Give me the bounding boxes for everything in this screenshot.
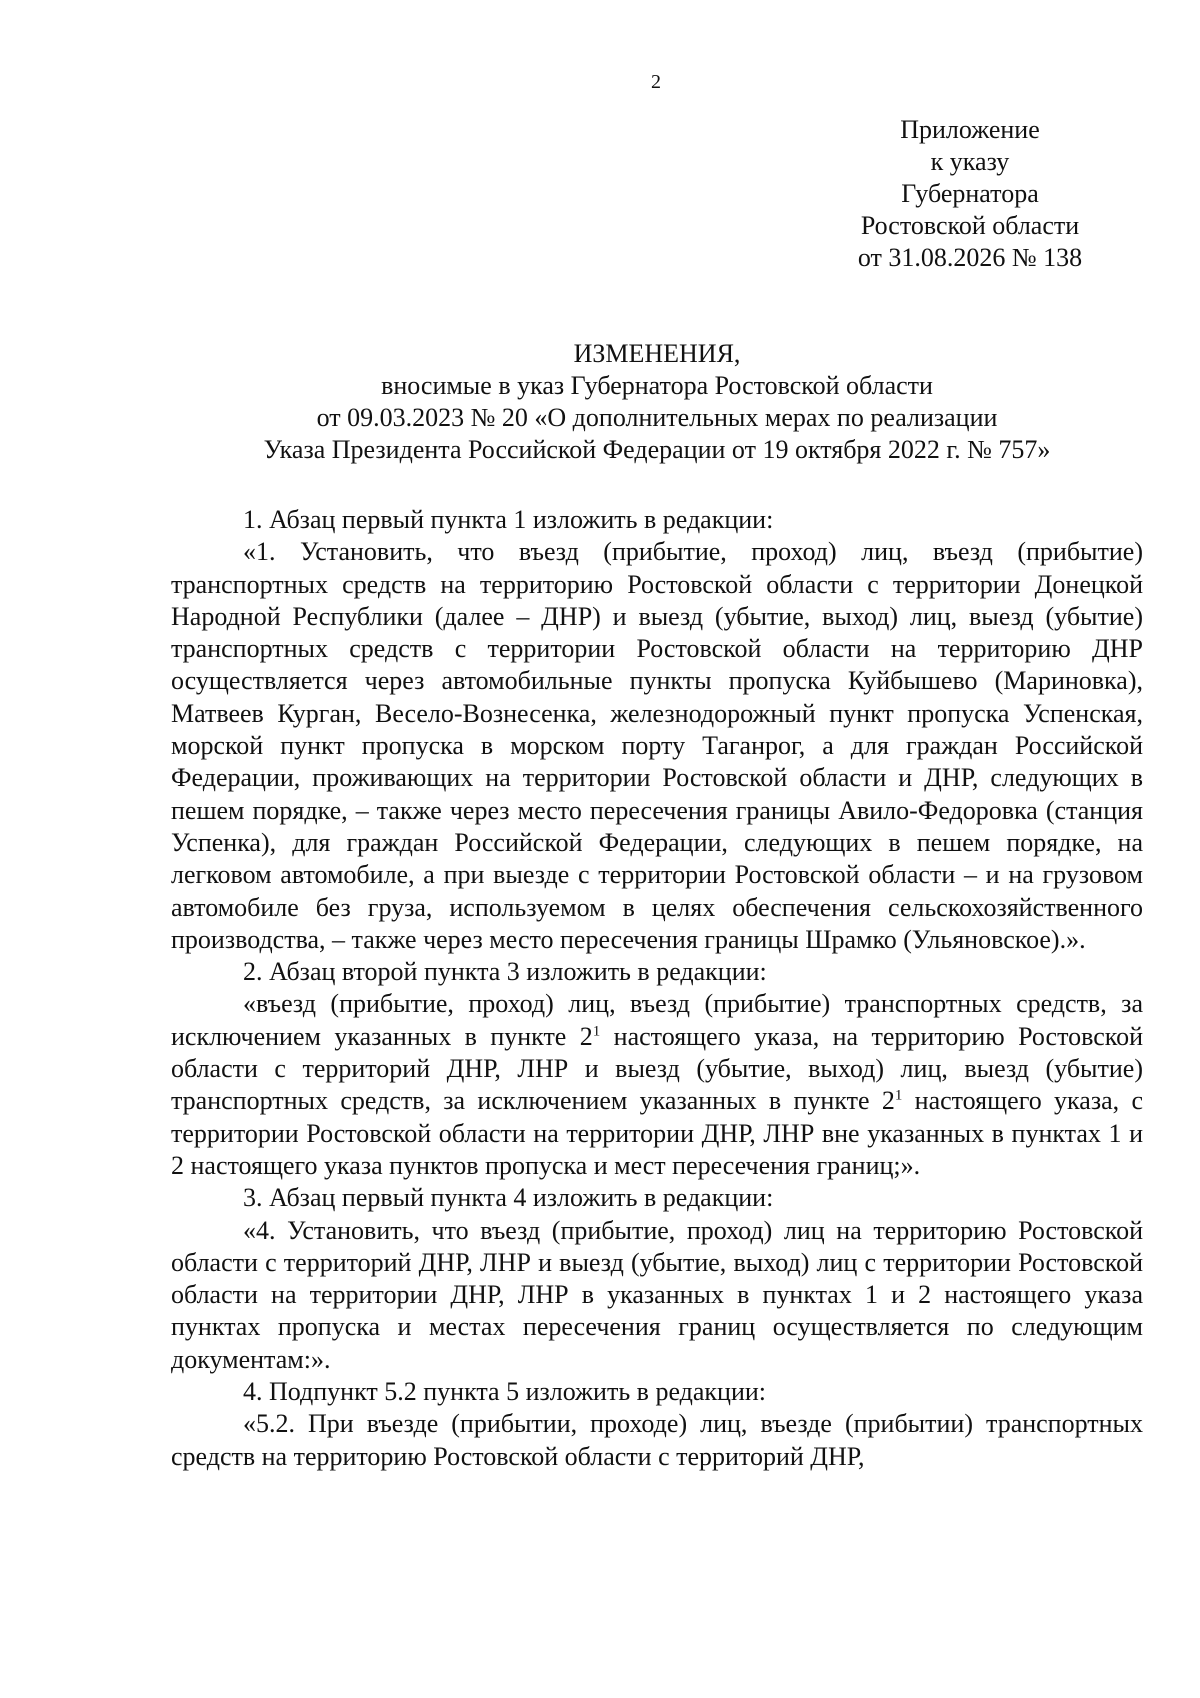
paragraph: 1. Абзац первый пункта 1 изложить в редакции: <box>243 505 774 534</box>
paragraph: 4. Подпункт 5.2 пункта 5 изложить в редакции: <box>243 1377 767 1407</box>
superscript: 1 <box>592 1023 601 1040</box>
paragraph: 3. Абзац первый пункта 4 изложить в редакции: <box>243 1183 774 1213</box>
appendix-line: Приложение <box>900 115 1040 144</box>
title-heading: ИЗМЕНЕНИЯ, <box>573 339 741 368</box>
page-number: 2 <box>651 71 661 93</box>
paragraph-text: настоящего указа, на территорию Ростовской области с территорий ДНР, ЛНР и выезд (убытие, выход) лиц, выезд (убытие) транспортных средств, за исключением указанных в пункте 2 <box>171 1021 1143 1116</box>
appendix-line: Ростовской области <box>860 211 1080 240</box>
paragraph <box>171 988 1143 1182</box>
title-line: вносимые в указ Губернатора Ростовской области <box>381 371 933 400</box>
paragraph-text: настоящего указа, с территории Ростовской области на территории ДНР, ЛНР вне указанных в пунктах 1 и 2 настоящего указа пунктов пропуска и мест пересечения границ;». <box>171 1086 1144 1180</box>
title-line: от 09.03.2023 № 20 «О дополнительных мерах по реализации <box>316 403 998 432</box>
paragraph: «5.2. При въезде (прибытии, проходе) лиц, въезде (прибытии) транспортных средств на территорию Ростовской области с территорий ДНР, <box>171 1409 1143 1471</box>
superscript: 1 <box>894 1087 903 1104</box>
appendix-line: от 31.08.2026 № 138 <box>857 243 1083 272</box>
paragraph: «1. Установить, что въезд (прибытие, проход) лиц, въезд (прибытие) транспортных средств на территорию Ростовской области с территории Донецкой Народной Республики (далее – ДНР) и выезд (убытие, выход) лиц, выезд (убытие) транспортных средств с территории Ростовской области на территорию ДНР осуществляется через автомобильные пункты пропуска Куйбышево (Мариновка), Матвеев Курган, Весело-Вознесенка, железнодорожный пункт пропуска Успенская, морской пункт пропуска в морском порту Таганрог, а для граждан Российской Федерации, проживающих на территории Ростовской области и ДНР, следующих в пешем порядке, – также через место пересечения границы Авило-Федоровка (станция Успенка), для граждан Российской Федерации, следующих в пешем порядке, на легковом автомобиле, а при выезде с территории Ростовской области – и на грузовом автомобиле без груза, используемом в целях обеспечения сельскохозяйственного производства, – также через место пересечения границы Шрамко (Ульяновское).». <box>171 537 1143 954</box>
paragraph-text: «въезд (прибытие, проход) лиц, въезд (прибытие) транспортных средств, за исключением указанных в пункте 2 <box>171 989 1143 1051</box>
appendix-line: к указу <box>930 147 1010 176</box>
paragraph: «4. Установить, что въезд (прибытие, проход) лиц на территорию Ростовской области с территорий ДНР, ЛНР и выезд (убытие, выход) лиц с территории Ростовской области на территории ДНР, ЛНР в указанных в пунктах 1 и 2 настоящего указа пунктах пропуска и местах пересечения границ осуществляется по следующим документам:». <box>171 1215 1143 1374</box>
title-line: Указа Президента Российской Федерации от 19 октября 2022 г. № 757» <box>263 435 1051 464</box>
document-body <box>171 504 1143 1473</box>
paragraph: 2. Абзац второй пункта 3 изложить в редакции: <box>243 957 767 987</box>
appendix-header <box>820 114 1120 274</box>
document-title <box>171 338 1143 466</box>
appendix-line: Губернатора <box>901 179 1039 208</box>
